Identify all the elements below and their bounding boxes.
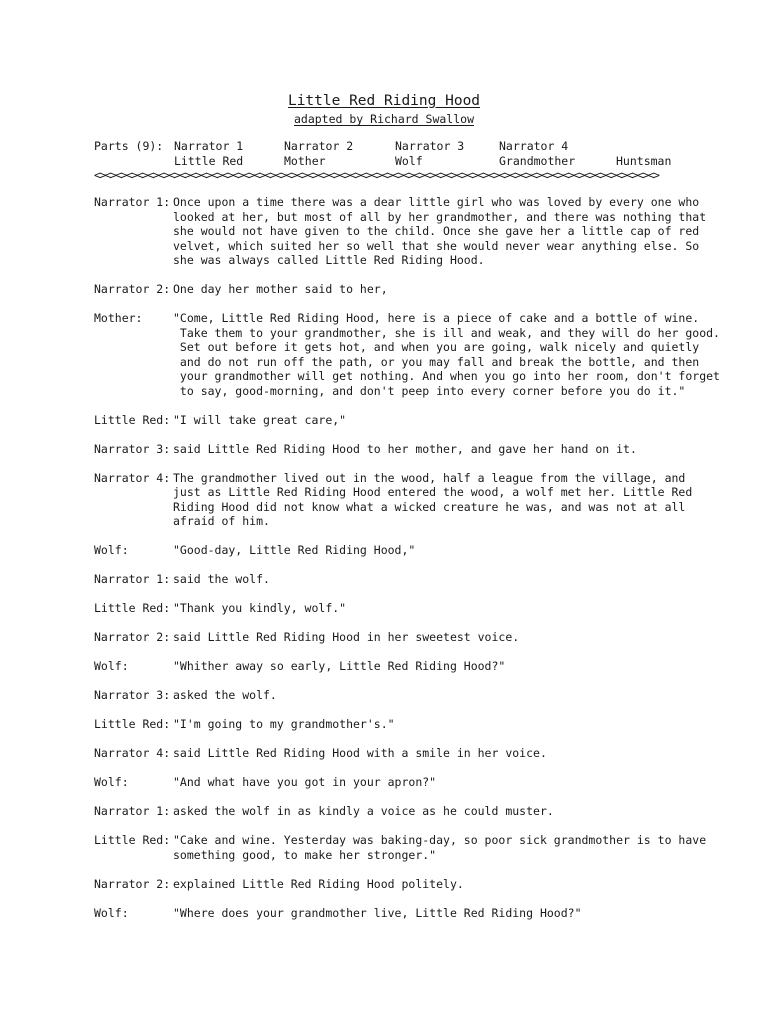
speaker-label: Little Red: [94,833,171,847]
script-line [94,572,674,587]
script-line [94,311,720,398]
script-line [94,746,674,761]
parts-label: Parts (9): [94,139,164,153]
script-line [94,470,693,529]
part-narrator-3: Narrator 3 [395,139,465,153]
script-line [94,804,674,819]
speaker-label: Narrator 1: [94,195,171,209]
script-line [94,195,707,268]
dialogue-text: "I'm going to my grandmother's." [173,717,395,731]
dialogue-text: said Little Red Riding Hood in her sweetest voice. [173,630,520,644]
script-line [94,688,674,703]
part-mother: Mother [284,154,326,168]
speaker-label: Little Red: [94,412,171,427]
dialogue-text: said Little Red Riding Hood to her mother, and gave her hand on it. [173,441,637,456]
document-title: Little Red Riding Hood [287,93,481,109]
script-line [94,877,674,892]
speaker-label: Narrator 2: [94,630,171,644]
speaker-label: Wolf: [94,543,129,557]
speaker-label: Mother: [94,311,143,325]
speaker-label: Narrator 4: [94,746,171,760]
part-narrator-1: Narrator 1 [174,139,244,153]
script-line [94,543,674,558]
script-line [94,442,674,457]
script-line [94,775,674,790]
script-line [94,906,674,921]
dialogue-text: "Come, Little Red Riding Hood, here is a piece of cake and a bottle of wine. Take them to your grandmother, she is ill and weak, and they will do her good. Set out before it gets hot, and when you are going, walk nicely and quietly and do not run off the path, or you may fall and break the bottle, and then your grandmother will get nothing. And when you go into her room, don't forget to say, good-morning, and don't peep into every corner before you do it." [173,311,720,398]
speaker-label: Wolf: [94,905,129,920]
dialogue-text: "Thank you kindly, wolf." [173,601,347,615]
part-narrator-2: Narrator 2 [284,139,354,153]
script-line [94,282,674,297]
speaker-label: Narrator 3: [94,688,171,702]
dialogue-text: "Whither away so early, Little Red Riding Hood?" [173,659,506,673]
speaker-label: Narrator 4: [94,470,171,485]
script-line [94,413,674,428]
dialogue-text: explained Little Red Riding Hood politely. [173,876,464,891]
dialogue-text: The grandmother lived out in the wood, half a league from the village, and just as Little Red Riding Hood entered the wood, a wolf met her. Little Red Riding Hood did not know what a wicked creature he was, and was not at all afraid of him. [173,470,693,528]
script-line [94,601,674,616]
dialogue-text: "And what have you got in your apron?" [173,775,437,789]
section-divider: <><><><><><><><><><><><><><><><><><><><><><><><><><><><><><><><><><><><><><><><><><><><><><><><><><><><><> [94,168,659,182]
speaker-label: Wolf: [94,775,129,789]
speaker-label: Wolf: [94,659,129,673]
speaker-label: Narrator 1: [94,804,171,818]
dialogue-text: Once upon a time there was a dear little girl who was loved by every one who looked at her, but most of all by her grandmother, and there was nothing that she would not have given to the child. Once she gave her a little cap of red velvet, which suited her so well that she would never wear anything else. So she was always called Little Red Riding Hood. [173,195,707,267]
dialogue-text: said the wolf. [173,572,270,586]
part-wolf: Wolf [395,154,423,168]
dialogue-text: said Little Red Riding Hood with a smile in her voice. [173,746,547,760]
part-huntsman: Huntsman [616,154,672,168]
script-line [94,630,674,645]
speaker-label: Little Red: [94,601,171,615]
speaker-label: Narrator 2: [94,282,171,296]
script-body [94,195,720,935]
dialogue-text: asked the wolf in as kindly a voice as he could muster. [173,804,554,818]
part-little-red: Little Red [174,154,244,168]
part-grandmother: Grandmother [499,154,576,168]
dialogue-text: "I will take great care," [173,412,347,427]
speaker-label: Narrator 2: [94,876,171,891]
document-subtitle: adapted by Richard Swallow [293,112,474,126]
script-line [94,833,707,862]
dialogue-text: "Where does your grandmother live, Little Red Riding Hood?" [173,905,582,920]
dialogue-text: asked the wolf. [173,688,277,702]
dialogue-text: One day her mother said to her, [173,282,388,296]
speaker-label: Narrator 1: [94,572,171,586]
speaker-label: Little Red: [94,717,171,731]
script-line [94,659,674,674]
script-line [94,717,674,732]
speaker-label: Narrator 3: [94,441,171,456]
part-narrator-4: Narrator 4 [499,139,569,153]
dialogue-text: "Good-day, Little Red Riding Hood," [173,543,416,557]
dialogue-text: "Cake and wine. Yesterday was baking-day, so poor sick grandmother is to have something good, to make her stronger." [173,833,707,862]
